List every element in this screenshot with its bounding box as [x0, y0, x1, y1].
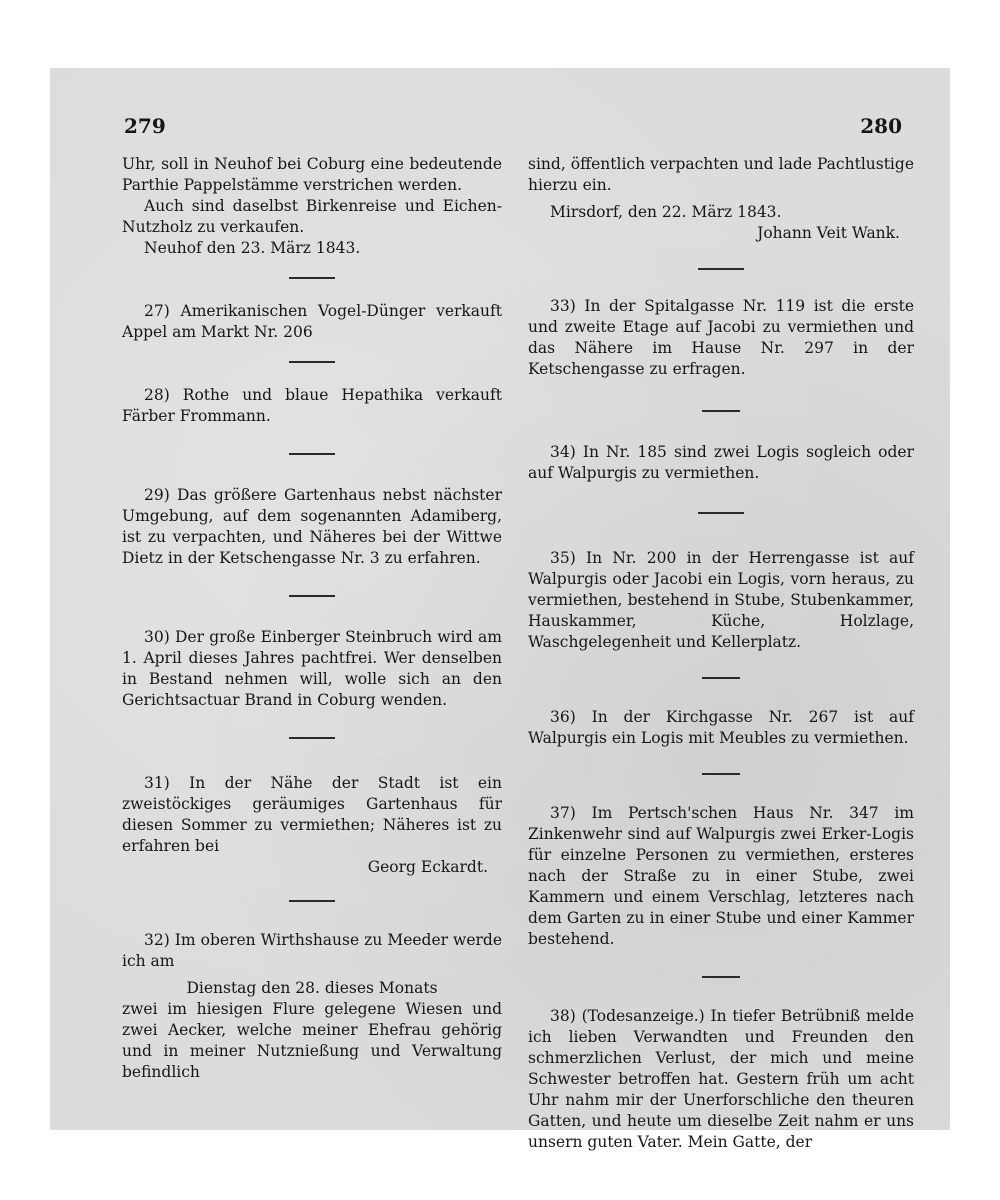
notice-signature: Johann Veit Wank. [757, 224, 900, 242]
right-column [528, 154, 914, 1153]
notice-text: 31) In der Nähe der Stadt ist ein zweistöckiges geräumiges Gartenhaus für diesen Sommer zu vermiethen; Näheres ist zu erfahren bei [122, 774, 502, 855]
notice-text: 35) In Nr. 200 in der Herrengasse ist auf Walpurgis oder Jacobi ein Logis, vorn heraus, zu vermiethen, bestehend in Stube, Stubenkammer, Hauskammer, Küche, Holzlage, Waschgelegenheit und Kellerplatz. [528, 549, 914, 651]
separator-rule [289, 900, 335, 902]
notice-text: 38) (Todesanzeige.) In tiefer Betrübniß melde ich lieben Verwandten und Freunden den schmerzlichen Verlust, der mich und meine Schwester betroffen hat. Gestern früh um acht Uhr nahm mir der Unerforschliche den theuren Gatten, und heute um dieselbe Zeit nahm er uns unsern guten Vater. Mein Gatte, der [528, 1007, 914, 1151]
notice-continued-neuhof [122, 154, 502, 259]
notice-continued-mirsdorf [528, 154, 914, 244]
notice-text: sind, öffentlich verpachten und lade Pachtlustige hierzu ein. [528, 155, 914, 194]
separator-rule [289, 361, 335, 363]
notice-text: 30) Der große Einberger Steinbruch wird am 1. April dieses Jahres pachtfrei. Wer denselben in Bestand nehmen will, wolle sich an den Gerichtsactuar Brand in Coburg wenden. [122, 628, 502, 709]
notice-32 [122, 930, 502, 1083]
notice-text: 36) In der Kirchgasse Nr. 267 ist auf Walpurgis ein Logis mit Meubles zu vermiethen. [528, 708, 914, 747]
separator-rule [702, 773, 740, 775]
separator-rule [289, 595, 335, 597]
page-number-left: 279 [124, 114, 166, 138]
separator-rule [289, 453, 335, 455]
separator-rule [289, 277, 335, 279]
notice-text: Uhr, soll in Neuhof bei Coburg eine bedeutende Parthie Pappelstämme verstrichen werden. [122, 155, 502, 194]
notice-text: 28) Rothe und blaue Hepathika verkauft Färber Frommann. [122, 386, 502, 425]
notice-text: 32) Im oberen Wirthshause zu Meeder werde ich am [122, 931, 502, 970]
scanned-page [50, 68, 950, 1151]
notice-28 [122, 385, 502, 427]
notice-30 [122, 627, 502, 711]
separator-rule [702, 410, 740, 412]
notice-text: zwei im hiesigen Flure gelegene Wiesen und zwei Aecker, welche meiner Ehefrau gehörig und in meiner Nutznießung und Verwaltung befindlich [122, 1000, 502, 1081]
separator-rule [698, 512, 744, 514]
notice-35 [528, 548, 914, 653]
notice-text: 34) In Nr. 185 sind zwei Logis sogleich oder auf Walpurgis zu vermiethen. [528, 443, 914, 482]
separator-rule [698, 268, 744, 270]
notice-29 [122, 485, 502, 569]
notice-text: Auch sind daselbst Birkenreise und Eichen-Nutzholz zu verkaufen. [122, 197, 502, 236]
notice-text: 37) Im Pertsch'schen Haus Nr. 347 im Zinkenwehr sind auf Walpurgis zwei Erker-Logis für einzelne Personen zu vermiethen, ersteres nach der Straße zu in einer Stube, zwei Kammern und einem Verschlag, letzteres nach dem Garten zu in einer Stube und einer Kammer bestehend. [528, 804, 914, 948]
notice-36 [528, 707, 914, 749]
notice-signature: Georg Eckardt. [367, 858, 488, 876]
separator-rule [289, 737, 335, 739]
notice-31 [122, 773, 502, 878]
page-number-right: 280 [860, 114, 902, 138]
separator-rule [702, 677, 740, 679]
notice-text: 29) Das größere Gartenhaus nebst nächster Umgebung, auf dem sogenannten Adamiberg, ist zu verpachten, und Näheres bei der Wittwe Dietz in der Ketschengasse Nr. 3 zu erfahren. [122, 486, 502, 567]
notice-37 [528, 803, 914, 950]
notice-34 [528, 442, 914, 484]
notice-date: Mirsdorf, den 22. März 1843. [550, 203, 782, 221]
separator-rule [702, 976, 740, 978]
left-column [122, 154, 502, 1083]
notice-38 [528, 1006, 914, 1153]
notice-text: 27) Amerikanischen Vogel-Dünger verkauft Appel am Markt Nr. 206 [122, 302, 502, 341]
notice-33 [528, 296, 914, 380]
notice-27 [122, 301, 502, 343]
notice-date-line: Dienstag den 28. dieses Monats [186, 979, 438, 997]
notice-date: Neuhof den 23. März 1843. [144, 239, 361, 257]
notice-text: 33) In der Spitalgasse Nr. 119 ist die erste und zweite Etage auf Jacobi zu vermiethen und das Nähere im Hause Nr. 297 in der Ketschengasse zu erfragen. [528, 297, 914, 378]
